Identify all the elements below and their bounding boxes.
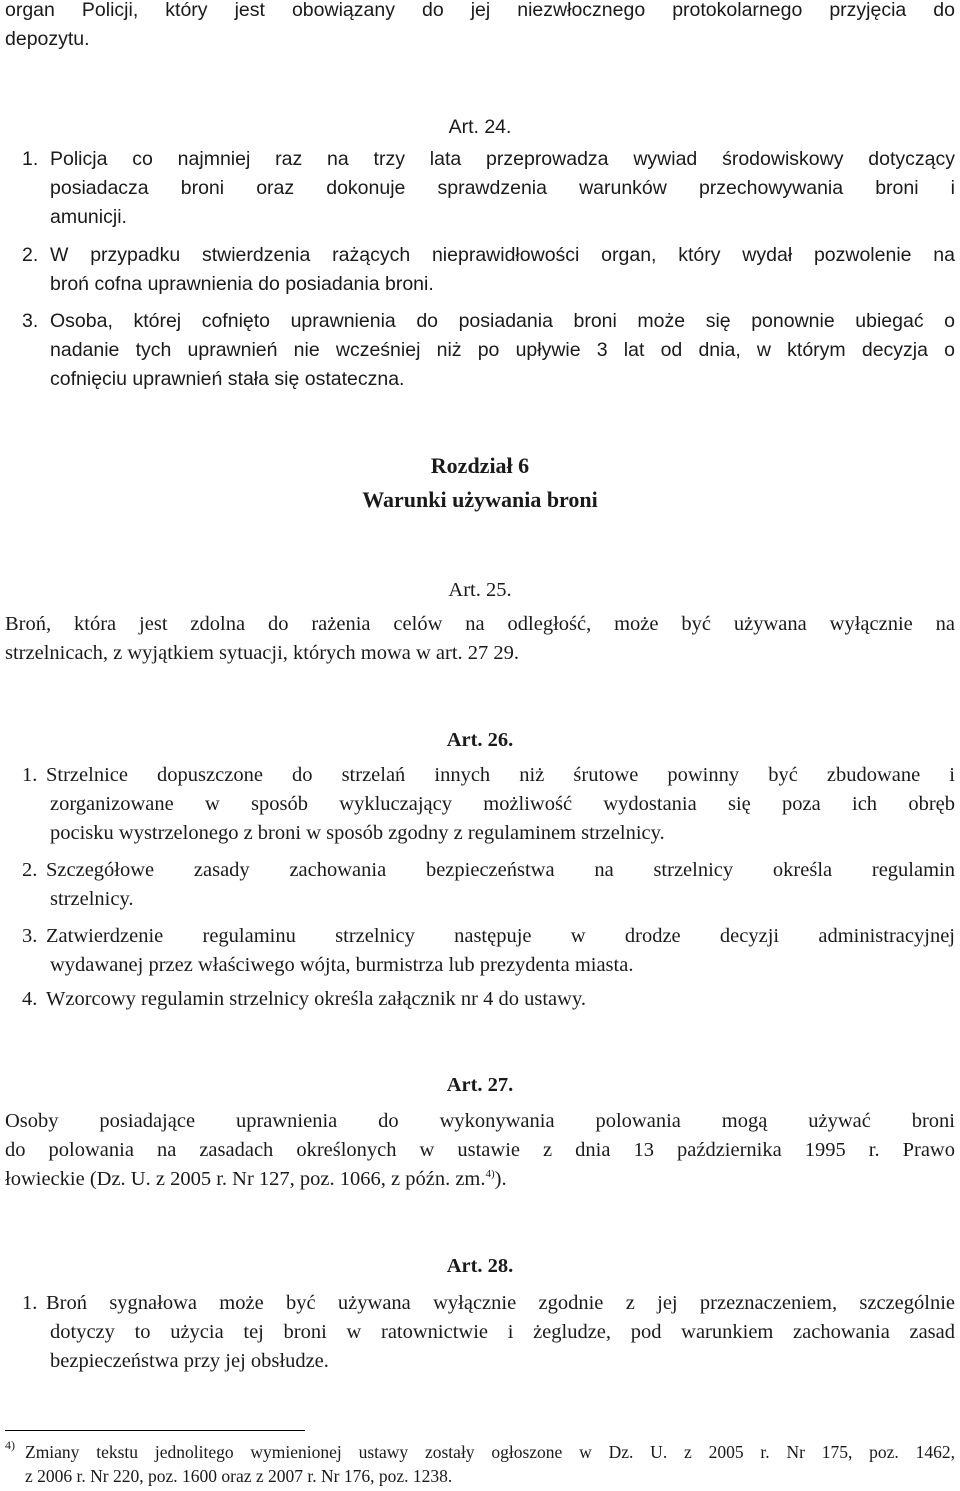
text-line: depozytu. [5, 28, 90, 50]
paragraph-number: 2. [22, 244, 39, 266]
text-line: Broń, która jest zdolna do rażenia celów na odległość, może być używana wyłącznie na [5, 613, 955, 635]
text-line: posiadacza broni oraz dokonuje sprawdzenia warunków przechowywania broni i [50, 177, 955, 199]
text-line [5, 1165, 955, 1194]
footnote-separator [5, 1430, 305, 1431]
text-line: cofnięciu uprawnień stała się ostateczna. [50, 368, 405, 390]
text-line: broń cofna uprawnienia do posiadania broni. [50, 273, 434, 295]
paragraph-number: 2. [22, 859, 38, 881]
text-line: W przypadku stwierdzenia rażących nieprawidłowości organ, który wydał pozwolenie na [50, 244, 955, 266]
text-line: strzelnicy. [50, 888, 134, 910]
text-line: Wzorcowy regulamin strzelnicy określa załącznik nr 4 do ustawy. [46, 988, 587, 1010]
paragraph-number: 3. [22, 925, 38, 947]
text-line: amunicji. [50, 206, 127, 228]
text-line: organ Policji, który jest obowiązany do jej niezwłocznego protokolarnego przyjęcia do [5, 0, 955, 21]
text-line: wydawanej przez właściwego wójta, burmistrza lub prezydenta miasta. [50, 954, 634, 976]
text-line: pocisku wystrzelonego z broni w sposób zgodny z regulaminem strzelnicy. [50, 822, 665, 844]
text-line: Szczegółowe zasady zachowania bezpieczeństwa na strzelnicy określa regulamin [46, 859, 955, 881]
article-heading: Art. 25. [448, 579, 512, 601]
footnote-mark: 4) [5, 1438, 15, 1452]
footnote-line: Zmiany tekstu jednolitego wymienionej ustawy zostały ogłoszone w Dz. U. z 2005 r. Nr 175, poz. 1462, [25, 1442, 955, 1462]
footnote-line: z 2006 r. Nr 220, poz. 1600 oraz z 2007 r. Nr 176, poz. 1238. [25, 1466, 453, 1486]
text-line: Zatwierdzenie regulaminu strzelnicy następuje w drodze decyzji administracyjnej [46, 925, 955, 947]
paragraph-number: 3. [22, 310, 39, 332]
text-line: Osoba, której cofnięto uprawnienia do posiadania broni może się ponownie ubiegać o [50, 310, 955, 332]
article-heading: Art. 26. [446, 729, 514, 751]
paragraph-number: 1. [22, 1292, 38, 1314]
text-line: nadanie tych uprawnień nie wcześniej niż po upływie 3 lat od dnia, w którym decyzja o [50, 339, 955, 361]
text-fragment: ). [494, 1168, 507, 1190]
text-line: bezpieczeństwa przy jej obsłudze. [50, 1350, 329, 1372]
text-line: do polowania na zasadach określonych w ustawie z dnia 13 października 1995 r. Prawo [5, 1139, 955, 1161]
paragraph-number: 1. [22, 148, 39, 170]
article-heading: Art. 28. [446, 1255, 514, 1277]
paragraph-number: 4. [22, 988, 38, 1010]
text-line: Osoby posiadające uprawnienia do wykonywania polowania mogą używać broni [5, 1110, 955, 1132]
text-line: Strzelnice dopuszczone do strzelań innych niż śrutowe powinny być zbudowane i [46, 764, 955, 786]
footnote-reference[interactable]: 4) [485, 1168, 495, 1181]
text-line: strzelnicach, z wyjątkiem sytuacji, których mowa w art. 27 29. [5, 642, 520, 664]
text-fragment: łowieckie (Dz. U. z 2005 r. Nr 127, poz. 1066, z późn. zm. [5, 1168, 486, 1190]
text-line: Broń sygnałowa może być używana wyłącznie zgodnie z jej przeznaczeniem, szczególnie [46, 1292, 955, 1314]
paragraph-number: 1. [22, 764, 38, 786]
chapter-title: Rozdział 6 [430, 453, 530, 478]
text-line: zorganizowane w sposób wykluczający możliwość wydostania się poza ich obręb [50, 793, 955, 815]
text-line: dotyczy to użycia tej broni w ratownictwie i żegludze, pod warunkiem zachowania zasad [50, 1321, 955, 1343]
article-heading: Art. 24. [448, 116, 512, 138]
text-line: Policja co najmniej raz na trzy lata przeprowadza wywiad środowiskowy dotyczący [50, 148, 955, 170]
chapter-subtitle: Warunki używania broni [362, 487, 598, 512]
article-heading: Art. 27. [446, 1074, 514, 1096]
